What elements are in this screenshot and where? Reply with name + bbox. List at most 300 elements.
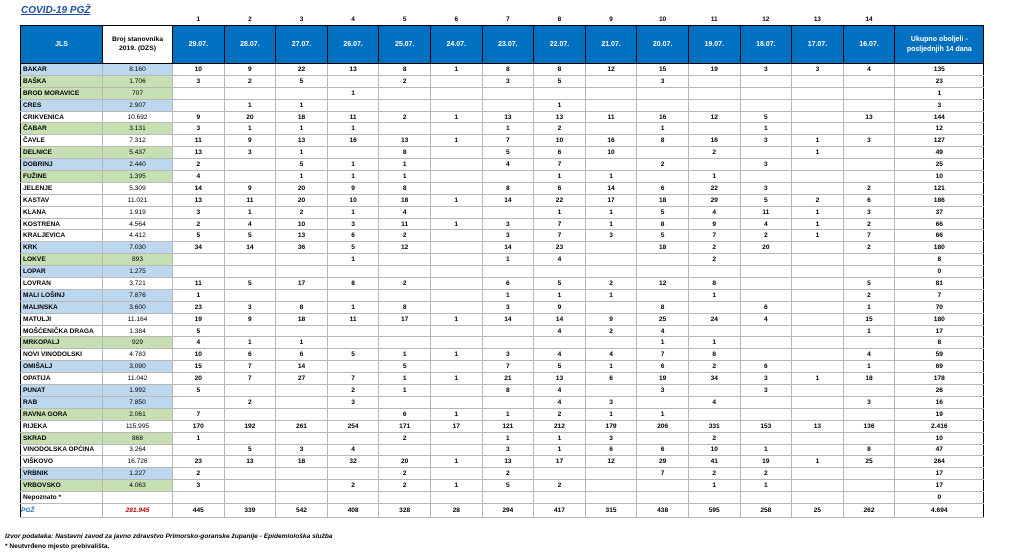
daily-case-cell <box>585 159 637 171</box>
column-number: 2 <box>248 15 252 23</box>
daily-case-cell: 1 <box>430 349 482 361</box>
total-cell: 127 <box>895 135 984 147</box>
daily-case-cell <box>637 147 689 159</box>
daily-case-cell <box>327 325 379 337</box>
daily-case-cell: 2 <box>379 75 431 87</box>
population-cell: 11.042 <box>103 373 173 385</box>
municipality-name: VRBOVSKO <box>21 480 103 492</box>
daily-case-cell: 11 <box>740 206 792 218</box>
daily-case-cell: 1 <box>327 254 379 266</box>
daily-case-cell: 1 <box>637 123 689 135</box>
daily-case-cell <box>224 159 276 171</box>
daily-case-cell: 5 <box>224 230 276 242</box>
daily-case-cell: 36 <box>276 242 328 254</box>
daily-case-cell: 8 <box>379 182 431 194</box>
daily-case-cell: 1 <box>792 218 844 230</box>
column-number: 5 <box>402 15 407 23</box>
municipality-name: KOSTRENA <box>21 218 103 230</box>
daily-case-cell <box>637 289 689 301</box>
daily-case-cell: 6 <box>534 147 586 159</box>
daily-case-cell <box>843 408 895 420</box>
daily-case-cell: 20 <box>740 242 792 254</box>
daily-case-cell: 8 <box>637 218 689 230</box>
daily-case-cell <box>792 385 844 397</box>
daily-case-cell <box>740 349 792 361</box>
population-cell: 11.164 <box>103 313 173 325</box>
daily-case-cell: 2 <box>843 289 895 301</box>
population-cell: 1.275 <box>103 266 173 278</box>
daily-case-cell: 2 <box>843 218 895 230</box>
daily-case-cell: 11 <box>224 194 276 206</box>
date-header: 19.07. <box>688 26 740 64</box>
table-row <box>21 349 984 361</box>
daily-case-cell <box>224 408 276 420</box>
daily-case-cell: 4 <box>482 159 534 171</box>
daily-case-cell <box>276 408 328 420</box>
daily-case-cell: 7 <box>224 361 276 373</box>
daily-case-cell: 1 <box>585 408 637 420</box>
daily-case-cell <box>792 87 844 99</box>
population-total: 281.945 <box>103 503 173 517</box>
daily-case-cell: 1 <box>173 289 225 301</box>
municipality-name: NOVI VINODOLSKI <box>21 349 103 361</box>
daily-case-cell: 1 <box>430 64 482 76</box>
daily-case-cell <box>173 492 225 504</box>
daily-case-cell: 13 <box>327 64 379 76</box>
daily-case-cell: 1 <box>430 135 482 147</box>
daily-case-cell <box>379 396 431 408</box>
daily-case-cell <box>585 337 637 349</box>
daily-case-cell <box>482 99 534 111</box>
spacer <box>21 13 103 26</box>
daily-case-cell <box>688 325 740 337</box>
daily-case-cell: 10 <box>276 218 328 230</box>
daily-case-cell: 13 <box>276 135 328 147</box>
daily-case-cell: 3 <box>740 385 792 397</box>
daily-case-cell: 5 <box>327 242 379 254</box>
daily-case-cell: 8 <box>637 135 689 147</box>
date-header: 27.07. <box>276 26 328 64</box>
daily-case-cell: 6 <box>843 194 895 206</box>
daily-case-cell: 1 <box>534 444 586 456</box>
daily-case-cell: 1 <box>173 432 225 444</box>
daily-case-cell: 121 <box>482 420 534 432</box>
daily-case-cell <box>224 492 276 504</box>
daily-case-cell <box>843 254 895 266</box>
daily-case-cell: 5 <box>173 385 225 397</box>
daily-case-cell <box>792 123 844 135</box>
daily-case-cell <box>843 171 895 183</box>
daily-case-cell: 1 <box>843 361 895 373</box>
daily-case-cell: 4 <box>534 254 586 266</box>
daily-case-cell: 4 <box>688 396 740 408</box>
daily-case-cell: 5 <box>482 480 534 492</box>
daily-case-cell: 20 <box>173 373 225 385</box>
daily-case-cell: 7 <box>637 349 689 361</box>
daily-case-cell: 1 <box>430 194 482 206</box>
daily-case-cell: 1 <box>534 99 586 111</box>
daily-case-cell <box>688 123 740 135</box>
daily-case-cell: 10 <box>534 135 586 147</box>
daily-case-cell <box>740 266 792 278</box>
daily-case-cell: 9 <box>224 135 276 147</box>
daily-total-cell: 417 <box>534 503 586 517</box>
daily-case-cell <box>173 266 225 278</box>
municipality-name: MATULJI <box>21 313 103 325</box>
daily-case-cell: 1 <box>637 337 689 349</box>
population-cell: 2.061 <box>103 408 173 420</box>
municipality-name: VIŠKOVO <box>21 456 103 468</box>
daily-case-cell <box>173 99 225 111</box>
daily-case-cell: 2 <box>379 111 431 123</box>
footnote: * Neutvrđeno mjesto prebivališta. <box>5 543 110 550</box>
total-cell: 37 <box>895 206 984 218</box>
daily-case-cell <box>740 99 792 111</box>
daily-case-cell: 13 <box>379 135 431 147</box>
table-row <box>21 147 984 159</box>
column-number: 11 <box>710 15 718 23</box>
daily-case-cell <box>792 242 844 254</box>
daily-case-cell: 11 <box>585 111 637 123</box>
daily-case-cell: 6 <box>327 230 379 242</box>
daily-case-cell <box>740 396 792 408</box>
daily-case-cell <box>792 480 844 492</box>
daily-case-cell <box>224 289 276 301</box>
daily-case-cell: 1 <box>224 337 276 349</box>
daily-case-cell: 6 <box>637 444 689 456</box>
daily-case-cell <box>534 492 586 504</box>
daily-case-cell: 20 <box>224 111 276 123</box>
daily-case-cell: 1 <box>379 349 431 361</box>
table-row <box>21 468 984 480</box>
daily-case-cell <box>173 87 225 99</box>
table-row <box>21 313 984 325</box>
daily-case-cell <box>430 171 482 183</box>
daily-case-cell: 1 <box>585 361 637 373</box>
daily-case-cell: 1 <box>740 480 792 492</box>
daily-case-cell: 24 <box>688 313 740 325</box>
daily-case-cell: 1 <box>430 313 482 325</box>
daily-case-cell: 1 <box>327 123 379 135</box>
daily-case-cell: 2 <box>843 242 895 254</box>
daily-case-cell: 3 <box>843 206 895 218</box>
daily-case-cell: 136 <box>843 420 895 432</box>
table-row <box>21 289 984 301</box>
daily-case-cell <box>688 492 740 504</box>
daily-case-cell: 5 <box>327 349 379 361</box>
daily-case-cell <box>379 289 431 301</box>
daily-case-cell: 17 <box>534 456 586 468</box>
daily-case-cell <box>792 266 844 278</box>
daily-case-cell: 5 <box>637 230 689 242</box>
daily-case-cell: 8 <box>688 278 740 290</box>
daily-case-cell: 170 <box>173 420 225 432</box>
municipality-name: KRALJEVICA <box>21 230 103 242</box>
table-row <box>21 254 984 266</box>
table-row <box>21 373 984 385</box>
daily-case-cell: 16 <box>637 111 689 123</box>
daily-case-cell: 2 <box>379 432 431 444</box>
daily-case-cell: 10 <box>327 194 379 206</box>
municipality-name: RAVNA GORA <box>21 408 103 420</box>
daily-case-cell <box>430 289 482 301</box>
daily-case-cell: 3 <box>740 135 792 147</box>
daily-case-cell: 171 <box>379 420 431 432</box>
daily-case-cell: 3 <box>482 349 534 361</box>
total-cell: 180 <box>895 313 984 325</box>
total-cell: 16 <box>895 396 984 408</box>
daily-case-cell: 23 <box>173 301 225 313</box>
daily-case-cell <box>637 99 689 111</box>
daily-case-cell: 1 <box>637 408 689 420</box>
table-row <box>21 432 984 444</box>
population-cell: 7.876 <box>103 289 173 301</box>
daily-case-cell: 2 <box>379 278 431 290</box>
table-row <box>21 87 984 99</box>
daily-case-cell <box>430 206 482 218</box>
daily-case-cell <box>843 75 895 87</box>
daily-case-cell: 1 <box>482 123 534 135</box>
daily-case-cell: 5 <box>843 278 895 290</box>
daily-case-cell: 1 <box>843 301 895 313</box>
daily-case-cell: 3 <box>482 230 534 242</box>
daily-case-cell: 4 <box>327 444 379 456</box>
population-cell: 8.160 <box>103 64 173 76</box>
date-header: 20.07. <box>637 26 689 64</box>
daily-case-cell: 2 <box>792 194 844 206</box>
daily-case-cell: 1 <box>430 408 482 420</box>
sum-row <box>21 503 984 517</box>
daily-case-cell <box>637 171 689 183</box>
daily-case-cell: 14 <box>534 313 586 325</box>
table-row <box>21 444 984 456</box>
daily-case-cell: 25 <box>637 313 689 325</box>
daily-case-cell: 8 <box>534 64 586 76</box>
daily-case-cell: 12 <box>379 242 431 254</box>
daily-case-cell <box>430 159 482 171</box>
daily-case-cell <box>379 444 431 456</box>
daily-case-cell: 3 <box>585 230 637 242</box>
daily-case-cell: 3 <box>276 444 328 456</box>
daily-case-cell <box>637 87 689 99</box>
column-number: 9 <box>609 15 613 23</box>
table-row <box>21 182 984 194</box>
daily-case-cell: 2 <box>173 159 225 171</box>
total-cell: 69 <box>895 361 984 373</box>
daily-case-cell <box>327 99 379 111</box>
population-cell: 16.726 <box>103 456 173 468</box>
daily-case-cell: 14 <box>585 182 637 194</box>
daily-case-cell <box>792 432 844 444</box>
daily-case-cell: 1 <box>224 206 276 218</box>
daily-case-cell: 5 <box>637 206 689 218</box>
daily-case-cell <box>327 468 379 480</box>
daily-case-cell: 5 <box>224 444 276 456</box>
daily-case-cell: 20 <box>276 194 328 206</box>
table-row <box>21 194 984 206</box>
daily-case-cell <box>224 325 276 337</box>
daily-case-cell: 6 <box>740 301 792 313</box>
daily-case-cell: 18 <box>637 194 689 206</box>
daily-case-cell: 2 <box>276 206 328 218</box>
daily-case-cell <box>534 87 586 99</box>
daily-case-cell: 19 <box>637 373 689 385</box>
daily-case-cell <box>637 396 689 408</box>
daily-total-cell: 262 <box>843 503 895 517</box>
daily-case-cell <box>430 123 482 135</box>
daily-case-cell <box>843 492 895 504</box>
daily-case-cell <box>637 480 689 492</box>
daily-case-cell: 4 <box>534 325 586 337</box>
daily-case-cell: 29 <box>637 456 689 468</box>
daily-case-cell: 20 <box>276 182 328 194</box>
daily-case-cell: 1 <box>534 206 586 218</box>
daily-case-cell: 3 <box>792 64 844 76</box>
municipality-name: BROD MORAVICE <box>21 87 103 99</box>
municipality-name: MALI LOŠINJ <box>21 289 103 301</box>
daily-total-cell: 25 <box>792 503 844 517</box>
daily-case-cell: 1 <box>482 432 534 444</box>
daily-case-cell: 3 <box>585 396 637 408</box>
daily-case-cell <box>792 337 844 349</box>
population-cell: 707 <box>103 87 173 99</box>
municipality-name: DELNICE <box>21 147 103 159</box>
column-number: 10 <box>659 15 667 23</box>
daily-case-cell: 6 <box>276 349 328 361</box>
daily-case-cell: 2 <box>482 468 534 480</box>
table-row <box>21 278 984 290</box>
municipality-name: ČABAR <box>21 123 103 135</box>
column-number: 12 <box>762 15 770 23</box>
population-cell: 10.692 <box>103 111 173 123</box>
date-header: 29.07. <box>173 26 225 64</box>
daily-case-cell: 10 <box>173 349 225 361</box>
daily-case-cell: 2 <box>224 75 276 87</box>
date-header: 25.07. <box>379 26 431 64</box>
municipality-name: SKRAD <box>21 432 103 444</box>
daily-case-cell: 9 <box>534 301 586 313</box>
daily-case-cell: 8 <box>276 301 328 313</box>
column-number: 14 <box>865 15 873 23</box>
total-cell: 10 <box>895 432 984 444</box>
total-cell: 19 <box>895 408 984 420</box>
pgz-logo-mark: PGŽ <box>21 507 35 514</box>
daily-case-cell: 1 <box>688 289 740 301</box>
daily-case-cell: 1 <box>688 337 740 349</box>
daily-case-cell: 2 <box>585 325 637 337</box>
daily-case-cell <box>430 254 482 266</box>
daily-case-cell <box>740 254 792 266</box>
daily-case-cell: 22 <box>534 194 586 206</box>
municipality-name: MOŠĆENIČKA DRAGA <box>21 325 103 337</box>
daily-case-cell <box>843 123 895 135</box>
daily-case-cell: 4 <box>534 349 586 361</box>
daily-case-cell <box>430 325 482 337</box>
daily-case-cell <box>224 385 276 397</box>
covid-table <box>20 13 984 518</box>
total-cell: 7 <box>895 289 984 301</box>
daily-case-cell: 1 <box>327 159 379 171</box>
daily-case-cell: 3 <box>843 135 895 147</box>
daily-case-cell: 8 <box>843 444 895 456</box>
daily-case-cell: 7 <box>534 159 586 171</box>
daily-case-cell: 2 <box>688 432 740 444</box>
daily-case-cell: 4 <box>173 337 225 349</box>
total-cell: 70 <box>895 301 984 313</box>
municipality-name: DOBRINJ <box>21 159 103 171</box>
population-cell: 929 <box>103 337 173 349</box>
daily-case-cell: 254 <box>327 420 379 432</box>
daily-case-cell: 7 <box>173 408 225 420</box>
daily-case-cell: 18 <box>379 194 431 206</box>
daily-case-cell <box>637 254 689 266</box>
table-row <box>21 99 984 111</box>
daily-case-cell: 1 <box>327 206 379 218</box>
daily-case-cell <box>173 444 225 456</box>
daily-case-cell: 1 <box>792 206 844 218</box>
daily-case-cell <box>379 325 431 337</box>
daily-case-cell <box>740 337 792 349</box>
daily-case-cell: 4 <box>740 313 792 325</box>
daily-case-cell: 13 <box>276 230 328 242</box>
daily-case-cell: 12 <box>585 64 637 76</box>
table-body <box>21 64 984 518</box>
column-number: 6 <box>454 15 459 23</box>
daily-case-cell <box>327 492 379 504</box>
daily-case-cell: 11 <box>379 218 431 230</box>
daily-case-cell <box>276 325 328 337</box>
daily-case-cell: 9 <box>224 182 276 194</box>
daily-case-cell <box>430 492 482 504</box>
daily-case-cell <box>740 75 792 87</box>
daily-case-cell: 20 <box>379 456 431 468</box>
daily-case-cell: 1 <box>327 301 379 313</box>
date-header: 24.07. <box>430 26 482 64</box>
daily-total-cell: 28 <box>430 503 482 517</box>
daily-case-cell: 3 <box>224 147 276 159</box>
daily-case-cell <box>327 432 379 444</box>
daily-case-cell <box>430 230 482 242</box>
population-cell: 2.907 <box>103 99 173 111</box>
daily-case-cell <box>792 361 844 373</box>
municipality-name: ČAVLE <box>21 135 103 147</box>
daily-case-cell: 7 <box>637 468 689 480</box>
daily-case-cell <box>792 99 844 111</box>
daily-case-cell: 6 <box>585 444 637 456</box>
daily-case-cell: 12 <box>688 111 740 123</box>
date-header: 21.07. <box>585 26 637 64</box>
daily-case-cell: 1 <box>276 171 328 183</box>
total-cell: 135 <box>895 64 984 76</box>
daily-case-cell: 3 <box>843 396 895 408</box>
daily-case-cell: 5 <box>740 111 792 123</box>
total-cell: 81 <box>895 278 984 290</box>
daily-case-cell <box>482 325 534 337</box>
table-row <box>21 64 984 76</box>
daily-total-cell: 438 <box>637 503 689 517</box>
daily-case-cell: 2 <box>843 182 895 194</box>
total-cell: 47 <box>895 444 984 456</box>
daily-case-cell: 14 <box>482 313 534 325</box>
daily-case-cell: 7 <box>534 230 586 242</box>
daily-case-cell: 1 <box>688 480 740 492</box>
population-cell <box>103 492 173 504</box>
daily-case-cell: 18 <box>276 313 328 325</box>
municipality-name: KLANA <box>21 206 103 218</box>
daily-case-cell <box>637 492 689 504</box>
daily-case-cell <box>585 301 637 313</box>
daily-case-cell: 13 <box>482 111 534 123</box>
